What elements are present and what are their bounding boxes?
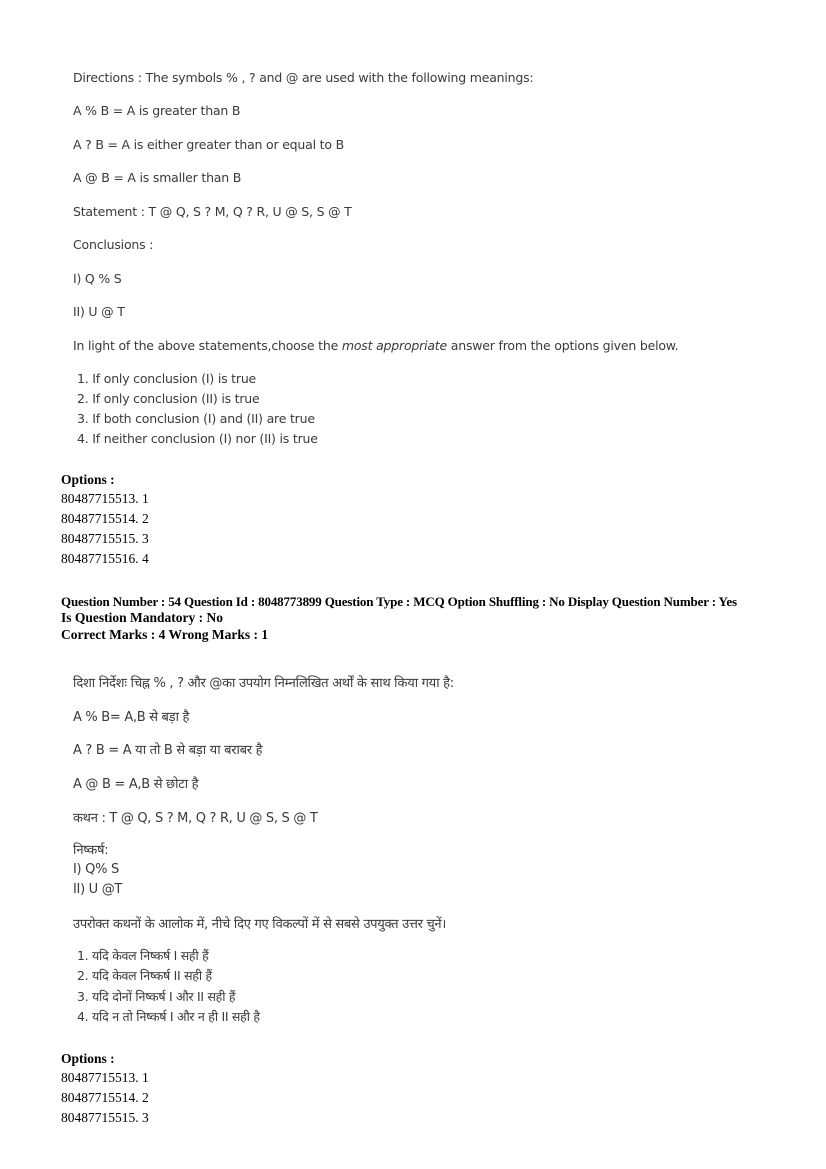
option-id-1: 80487715513. 1 (61, 491, 149, 506)
option-id-4: 80487715516. 4 (61, 551, 149, 566)
hi-conclusions-label: निष्कर्ष: (73, 843, 109, 858)
question-meta-line-2: Is Question Mandatory : No (61, 610, 224, 625)
answer-option-2: 2. If only conclusion (II) is true (77, 391, 260, 406)
answer-option-3: 3. If both conclusion (I) and (II) are true (77, 411, 315, 426)
option-id-3: 80487715515. 3 (61, 531, 149, 546)
definition-2: A ? B = A is either greater than or equal to B (73, 137, 344, 152)
option-id-2-3: 80487715515. 3 (61, 1110, 149, 1125)
hi-instruction-text: उपरोक्त कथनों के आलोक में, नीचे दिए गए विकल्पों में से सबसे उपयुक्त उत्तर चुनें। (73, 917, 446, 932)
definition-3: A @ B = A is smaller than B (73, 170, 242, 185)
hi-statement-text: कथन : T @ Q, S ? M, Q ? R, U @ S, S @ T (73, 811, 318, 826)
question-meta-line-1: Question Number : 54 Question Id : 8048773899 Question Type : MCQ Option Shuffling : No Display Question Number : Yes (61, 594, 737, 609)
option-id-2-1: 80487715513. 1 (61, 1070, 149, 1085)
hi-answer-option-2: 2. यदि केवल निष्कर्ष II सही हैं (77, 968, 212, 983)
hi-definition-3: A @ B = A,B से छोटा है (73, 777, 199, 792)
answer-option-1: 1. If only conclusion (I) is true (77, 371, 257, 386)
option-id-2-2: 80487715514. 2 (61, 1090, 149, 1105)
question-meta-line-3: Correct Marks : 4 Wrong Marks : 1 (61, 627, 269, 642)
answer-option-4: 4. If neither conclusion (I) nor (II) is true (77, 431, 318, 446)
statement-text: Statement : T @ Q, S ? M, Q ? R, U @ S, S @ T (73, 204, 352, 219)
options-label: Options : (61, 472, 115, 487)
hi-answer-option-3: 3. यदि दोनों निष्कर्ष I और II सही हैं (77, 989, 236, 1004)
hi-conclusion-2: II) U @T (73, 882, 123, 897)
definition-1: A % B = A is greater than B (73, 103, 241, 118)
instruction-text: In light of the above statements,choose the most appropriate answer from the options given below. (73, 338, 679, 353)
hi-definition-1: A % B= A,B से बड़ा है (73, 710, 190, 725)
hi-directions-text: दिशा निर्देशः चिह्न % , ? और @का उपयोग निम्नलिखित अर्थों के साथ किया गया है: (73, 676, 454, 691)
conclusions-label: Conclusions : (73, 237, 154, 252)
conclusion-2: II) U @ T (73, 304, 125, 319)
hi-conclusion-1: I) Q% S (73, 862, 119, 877)
directions-text: Directions : The symbols % , ? and @ are used with the following meanings: (73, 70, 534, 85)
hi-definition-2: A ? B = A या तो B से बड़ा या बराबर है (73, 743, 263, 758)
conclusion-1: I) Q % S (73, 271, 122, 286)
hi-answer-option-1: 1. यदि केवल निष्कर्ष I सही हैं (77, 948, 209, 963)
option-id-2: 80487715514. 2 (61, 511, 149, 526)
options-label-2: Options : (61, 1051, 115, 1066)
hi-answer-option-4: 4. यदि न तो निष्कर्ष I और न ही II सही है (77, 1009, 260, 1024)
